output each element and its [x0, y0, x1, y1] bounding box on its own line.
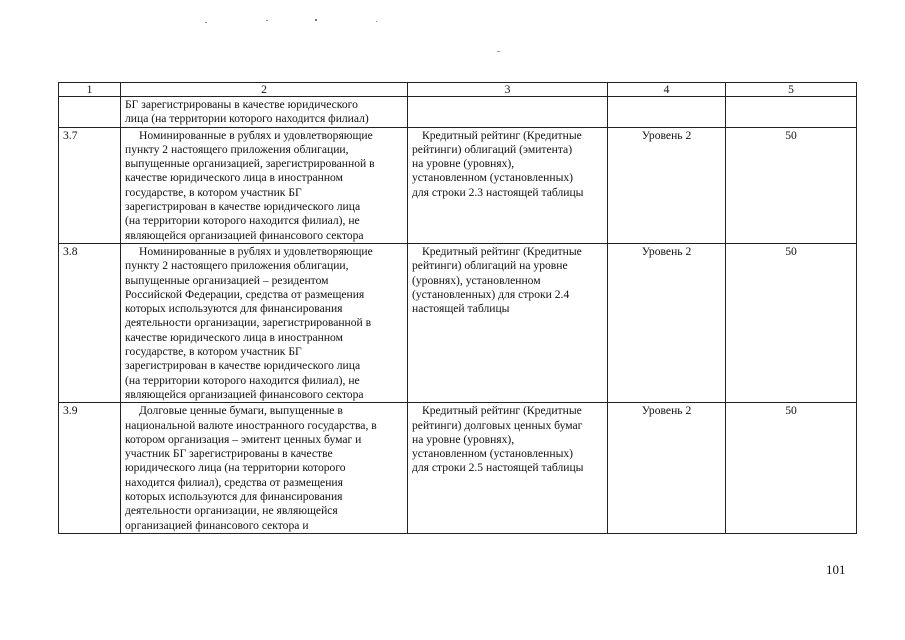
- table-row: [59, 127, 857, 243]
- row-value: 50: [726, 127, 857, 243]
- row-number: 3.7: [59, 127, 121, 243]
- securities-table: [58, 82, 857, 534]
- table-row: [59, 97, 857, 128]
- row-description: Долговые ценные бумаги, выпущенные в национальной валюте иностранного государства, в котором организация – эмитент ценных бумаг и участник БГ зарегистрированы в качестве юридического лица (на территории которого находится филиал), средства от размещения которых используются для финансирования деятельности организации, не являющейся организацией финансового сектора и: [121, 403, 408, 534]
- table-row: [59, 403, 857, 534]
- column-header: 5: [726, 83, 857, 97]
- table-header-row: [59, 83, 857, 97]
- row-rating: Кредитный рейтинг (Кредитные рейтинги) облигаций на уровне (уровнях), установленном (установленных) для строки 2.4 настоящей таблицы: [408, 243, 608, 402]
- page-number: 101: [826, 562, 846, 577]
- column-header: 4: [608, 83, 726, 97]
- row-number: 3.9: [59, 403, 121, 534]
- row-description: Номинированные в рублях и удовлетворяющие пункту 2 настоящего приложения облигации, выпущенные организацией, зарегистрированной в качестве юридического лица в иностранном государстве, в котором участник БГ зарегистрирован в качестве юридического лица (на территории которого находится филиал), не являющейся организацией финансового сектора: [121, 127, 408, 243]
- row-description: БГ зарегистрированы в качестве юридического лица (на территории которого находится филиал): [121, 97, 408, 128]
- column-header: 3: [408, 83, 608, 97]
- row-value: 50: [726, 243, 857, 402]
- row-level: Уровень 2: [608, 403, 726, 534]
- row-value: [726, 97, 857, 128]
- row-number: [59, 97, 121, 128]
- column-header: 1: [59, 83, 121, 97]
- row-rating: Кредитный рейтинг (Кредитные рейтинги) облигаций (эмитента) на уровне (уровнях), установленном (установленных) для строки 2.3 настоящей таблицы: [408, 127, 608, 243]
- table-row: [59, 243, 857, 402]
- row-level: Уровень 2: [608, 243, 726, 402]
- row-rating: Кредитный рейтинг (Кредитные рейтинги) долговых ценных бумаг на уровне (уровнях), установленном (установленных) для строки 2.5 настоящей таблицы: [408, 403, 608, 534]
- row-level: Уровень 2: [608, 127, 726, 243]
- row-description: Номинированные в рублях и удовлетворяющие пункту 2 настоящего приложения облигации, выпущенные организацией – резидентом Российской Федерации, средства от размещения которых используются для финансирования деятельности организации, зарегистрированной в качестве юридического лица в иностранном государстве, в котором участник БГ зарегистрирован в качестве юридического лица (на территории которого находится филиал), не являющейся организацией финансового сектора: [121, 243, 408, 402]
- row-level: [608, 97, 726, 128]
- row-value: 50: [726, 403, 857, 534]
- column-header: 2: [121, 83, 408, 97]
- row-rating: [408, 97, 608, 128]
- row-number: 3.8: [59, 243, 121, 402]
- scan-noise: [0, 0, 905, 80]
